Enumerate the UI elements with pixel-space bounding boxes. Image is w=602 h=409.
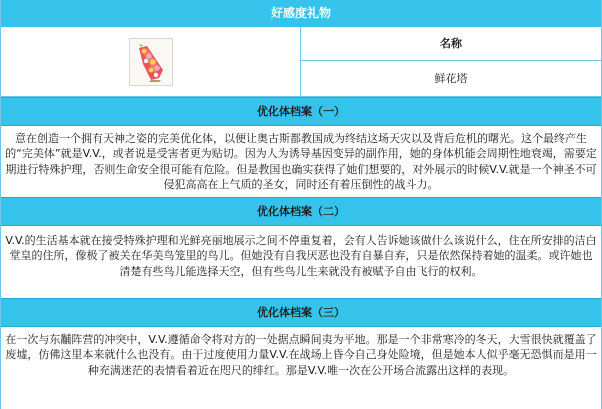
gift-image-cell	[1, 27, 301, 96]
gift-name-header: 名称	[301, 27, 601, 61]
flower-tower-graphic	[133, 42, 169, 82]
profile-section-2	[1, 197, 601, 298]
section-text: 意在创造一个拥有天神之姿的完美优化体，以便让奥古斯都教国成为终结这场天灾以及背后危机的曙光。这个最终产生的“完美体”就是V.V.，或者说是受害者更为贴切。因为人为诱导基因变异的副作用，她的身体机能会周期性地衰竭，需要定期进行特殊护理，否则生命安全很可能有危险。但是教国也确实获得了她们想要的，对外展示的时候V.V.就是一个神圣不可侵犯高高在上气质的圣女，同时还有着压倒性的战斗力。	[5, 132, 597, 192]
section-header: 优化体档案（三）	[1, 298, 601, 327]
gift-name-value: 鲜花塔	[434, 72, 468, 85]
profile-section-1	[1, 97, 601, 197]
section-text: 在一次与东黼阵营的冲突中，V.V.遵循命令将对方的一处据点瞬间夷为平地。那是一个非常寒冷的冬天，大雪很快就覆盖了废墟，仿佛这里本来就什么也没有。由于过度使用力量V.V.在战场上昏今自己身处险境，但是她本人似乎毫无恐惧而是用一种充满迷茫的表情看着近在咫尺的绯红。那是V.V.唯一次在公开场合流露出这样的表现。	[5, 333, 597, 377]
page-title: 好感度礼物	[1, 0, 601, 27]
section-text: V.V.的生活基本就在接受特殊护理和光鲜亮丽地展示之间不停重复着，会有人告诉她该做什么该说什么，住在所安排的洁白堂皇的住所，像极了被关在华美鸟笼里的鸟儿。但她没有自我厌恶也没有自暴自弃，只是依然保持着她的温柔。或许她也清楚有些鸟儿能选择天空，但有些鸟儿生来就没有被赋予自由飞行的权利。	[5, 234, 597, 278]
section-header: 优化体档案（二）	[1, 197, 601, 226]
gift-info-cell	[301, 27, 601, 96]
profile-section-3	[1, 298, 601, 382]
flower-tower-icon[interactable]	[129, 38, 173, 86]
gift-row	[1, 27, 601, 97]
section-header: 优化体档案（一）	[1, 97, 601, 126]
